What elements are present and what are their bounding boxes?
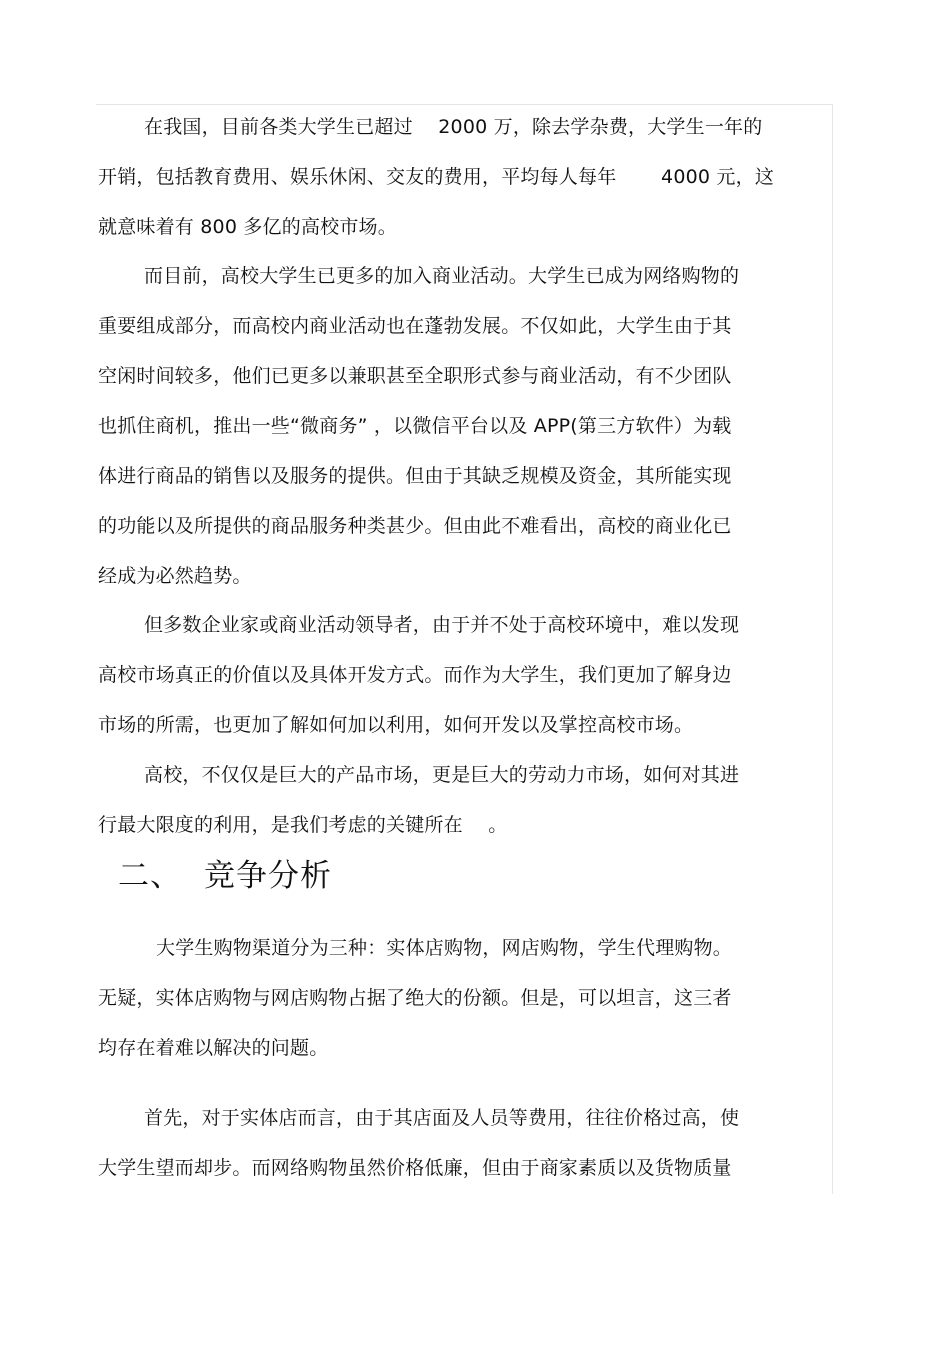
text-line: 就意味着有 800 多亿的高校市场。	[98, 216, 397, 238]
text-line: 首先，对于实体店而言，由于其店面及人员等费用，往往价格过高，使	[144, 1107, 740, 1129]
section-title: 竞争分析	[204, 858, 332, 894]
section-number: 二、	[118, 858, 182, 894]
text-line: 大学生购物渠道分为三种：实体店购物，网店购物，学生代理购物。	[156, 937, 733, 959]
text-line: 空闲时间较多，他们已更多以兼职甚至全职形式参与商业活动，有不少团队	[98, 365, 732, 387]
text-line: 大学生望而却步。而网络购物虽然价格低廉，但由于商家素质以及货物质量	[98, 1157, 732, 1179]
text-line: 但多数企业家或商业活动领导者，由于并不处于高校环境中，难以发现	[144, 614, 740, 636]
text-line: 开销，包括教育费用、娱乐休闲、交友的费用，平均每人每年 4000 元，这	[98, 166, 775, 188]
text-line: 在我国，目前各类大学生已超过 2000 万，除去学杂费，大学生一年的	[144, 116, 763, 138]
text-line: 均存在着难以解决的问题。	[98, 1037, 329, 1059]
text-line: 经成为必然趋势。	[98, 565, 252, 587]
text-line: 重要组成部分，而高校内商业活动也在蓬勃发展。不仅如此，大学生由于其	[98, 315, 732, 337]
page-frame-right	[832, 104, 833, 1194]
text-line: 高校，不仅仅是巨大的产品市场，更是巨大的劳动力市场，如何对其进	[144, 764, 740, 786]
text-line: 无疑，实体店购物与网店购物占据了绝大的份额。但是，可以坦言，这三者	[98, 987, 732, 1009]
text-line: 也抓住商机，推出一些“微商务” ，以微信平台以及 APP(第三方软件）为载	[98, 415, 732, 437]
text-line: 市场的所需，也更加了解如何加以利用，如何开发以及掌控高校市场。	[98, 714, 694, 736]
page-frame-top	[96, 104, 832, 105]
text-line: 而目前，高校大学生已更多的加入商业活动。大学生已成为网络购物的	[144, 265, 740, 287]
text-line: 高校市场真正的价值以及具体开发方式。而作为大学生，我们更加了解身边	[98, 664, 732, 686]
text-line: 体进行商品的销售以及服务的提供。但由于其缺乏规模及资金，其所能实现	[98, 465, 732, 487]
text-line: 的功能以及所提供的商品服务种类甚少。但由此不难看出，高校的商业化已	[98, 515, 732, 537]
text-line: 行最大限度的利用，是我们考虑的关键所在 。	[98, 814, 508, 836]
